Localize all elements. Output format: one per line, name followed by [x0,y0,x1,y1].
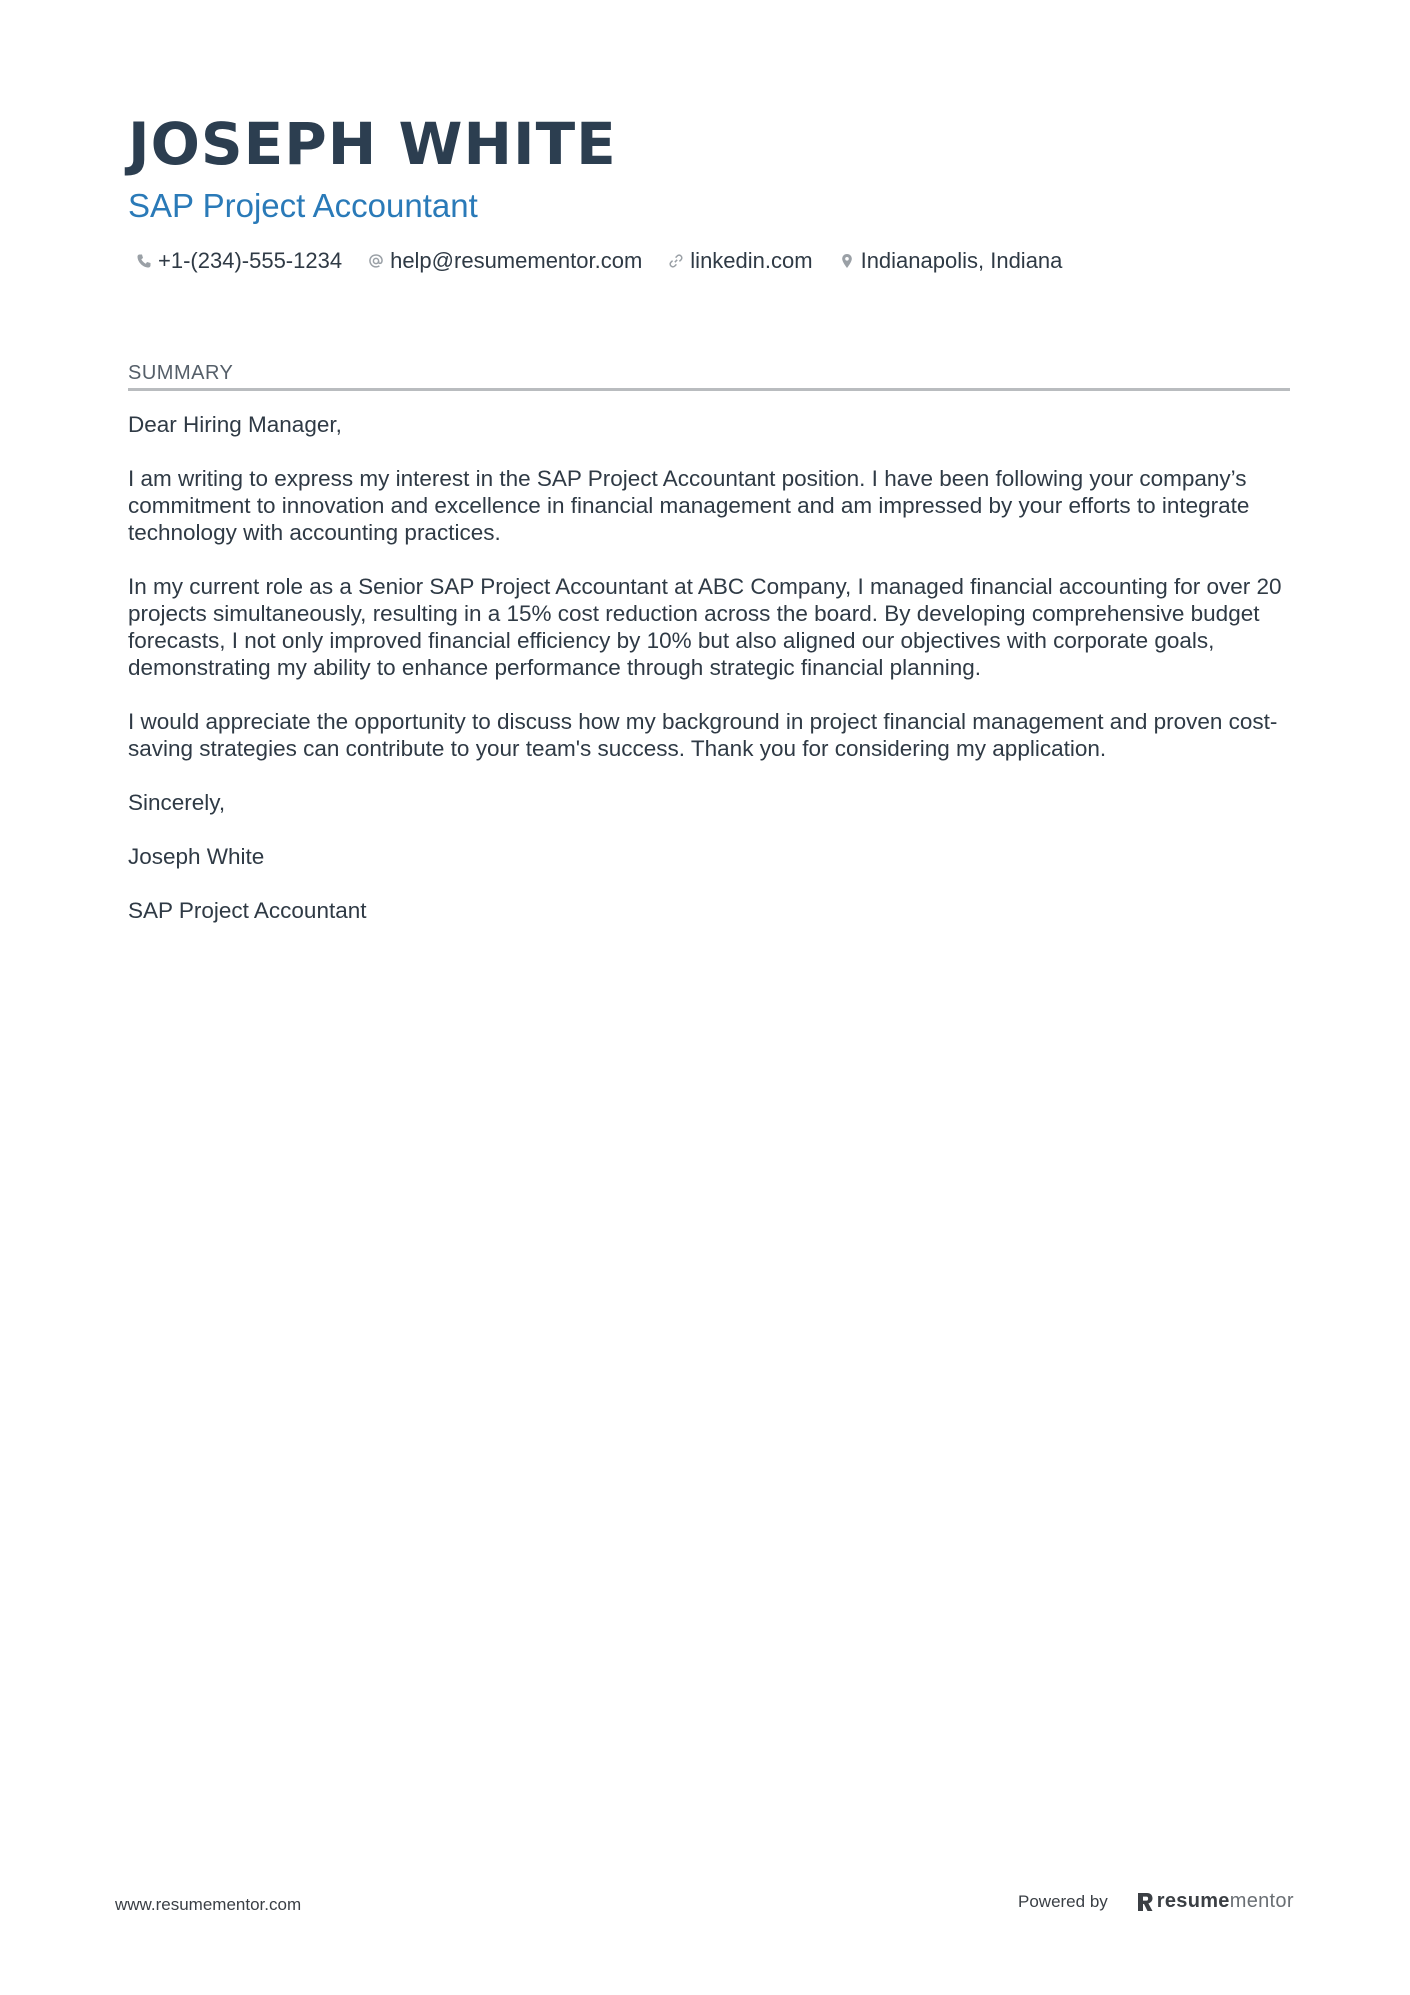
resumementor-logo-icon [1136,1891,1154,1913]
cover-letter-body [128,411,1290,924]
signature-title: SAP Project Accountant [128,898,367,923]
location-pin-icon [839,253,855,269]
email-text: help@resumementor.com [390,248,643,273]
contact-email[interactable] [368,248,642,274]
letter-paragraph: I am writing to express my interest in the SAP Project Accountant position. I have been following your company’s commitment to innovation and excellence in financial management and am impressed by your efforts to integrate technology with accounting practices. [128,466,1250,545]
contact-location [839,248,1063,274]
footer-branding [1018,1890,1294,1913]
phone-text: +1-(234)-555-1234 [158,248,343,273]
job-title: SAP Project Accountant [128,187,478,224]
closing: Sincerely, [128,790,226,815]
location-text: Indianapolis, Indiana [860,248,1063,273]
section-title: SUMMARY [128,360,1290,391]
brand-name-part2: mentor [1229,1890,1294,1912]
salutation: Dear Hiring Manager, [128,412,342,437]
summary-section [128,360,1290,951]
phone-icon [136,253,152,269]
contact-linkedin[interactable] [668,248,812,274]
linkedin-text: linkedin.com [690,248,813,273]
brand-name-part1: resume [1156,1890,1230,1912]
letter-paragraph: I would appreciate the opportunity to discuss how my background in project financial management and proven cost-saving strategies can contribute to your team's success. Thank you for considering my application. [128,709,1278,761]
contact-bar [128,248,1288,274]
at-icon [368,253,384,269]
candidate-name: JOSEPH WHITE [128,110,617,178]
signature-name: Joseph White [128,844,265,869]
letter-paragraph: In my current role as a Senior SAP Project Accountant at ABC Company, I managed financial accounting for over 20 projects simultaneously, resulting in a 15% cost reduction across the board. By developing comprehensive budget forecasts, I not only improved financial efficiency by 10% but also aligned our objectives with corporate goals, demonstrating my ability to enhance performance through strategic financial planning. [128,574,1282,680]
header [128,108,1288,274]
powered-by-label: Powered by [1018,1891,1108,1911]
brand-logo[interactable] [1136,1890,1294,1913]
footer-website[interactable]: www.resumementor.com [115,1895,302,1914]
contact-phone [136,248,342,274]
link-icon [668,253,684,269]
